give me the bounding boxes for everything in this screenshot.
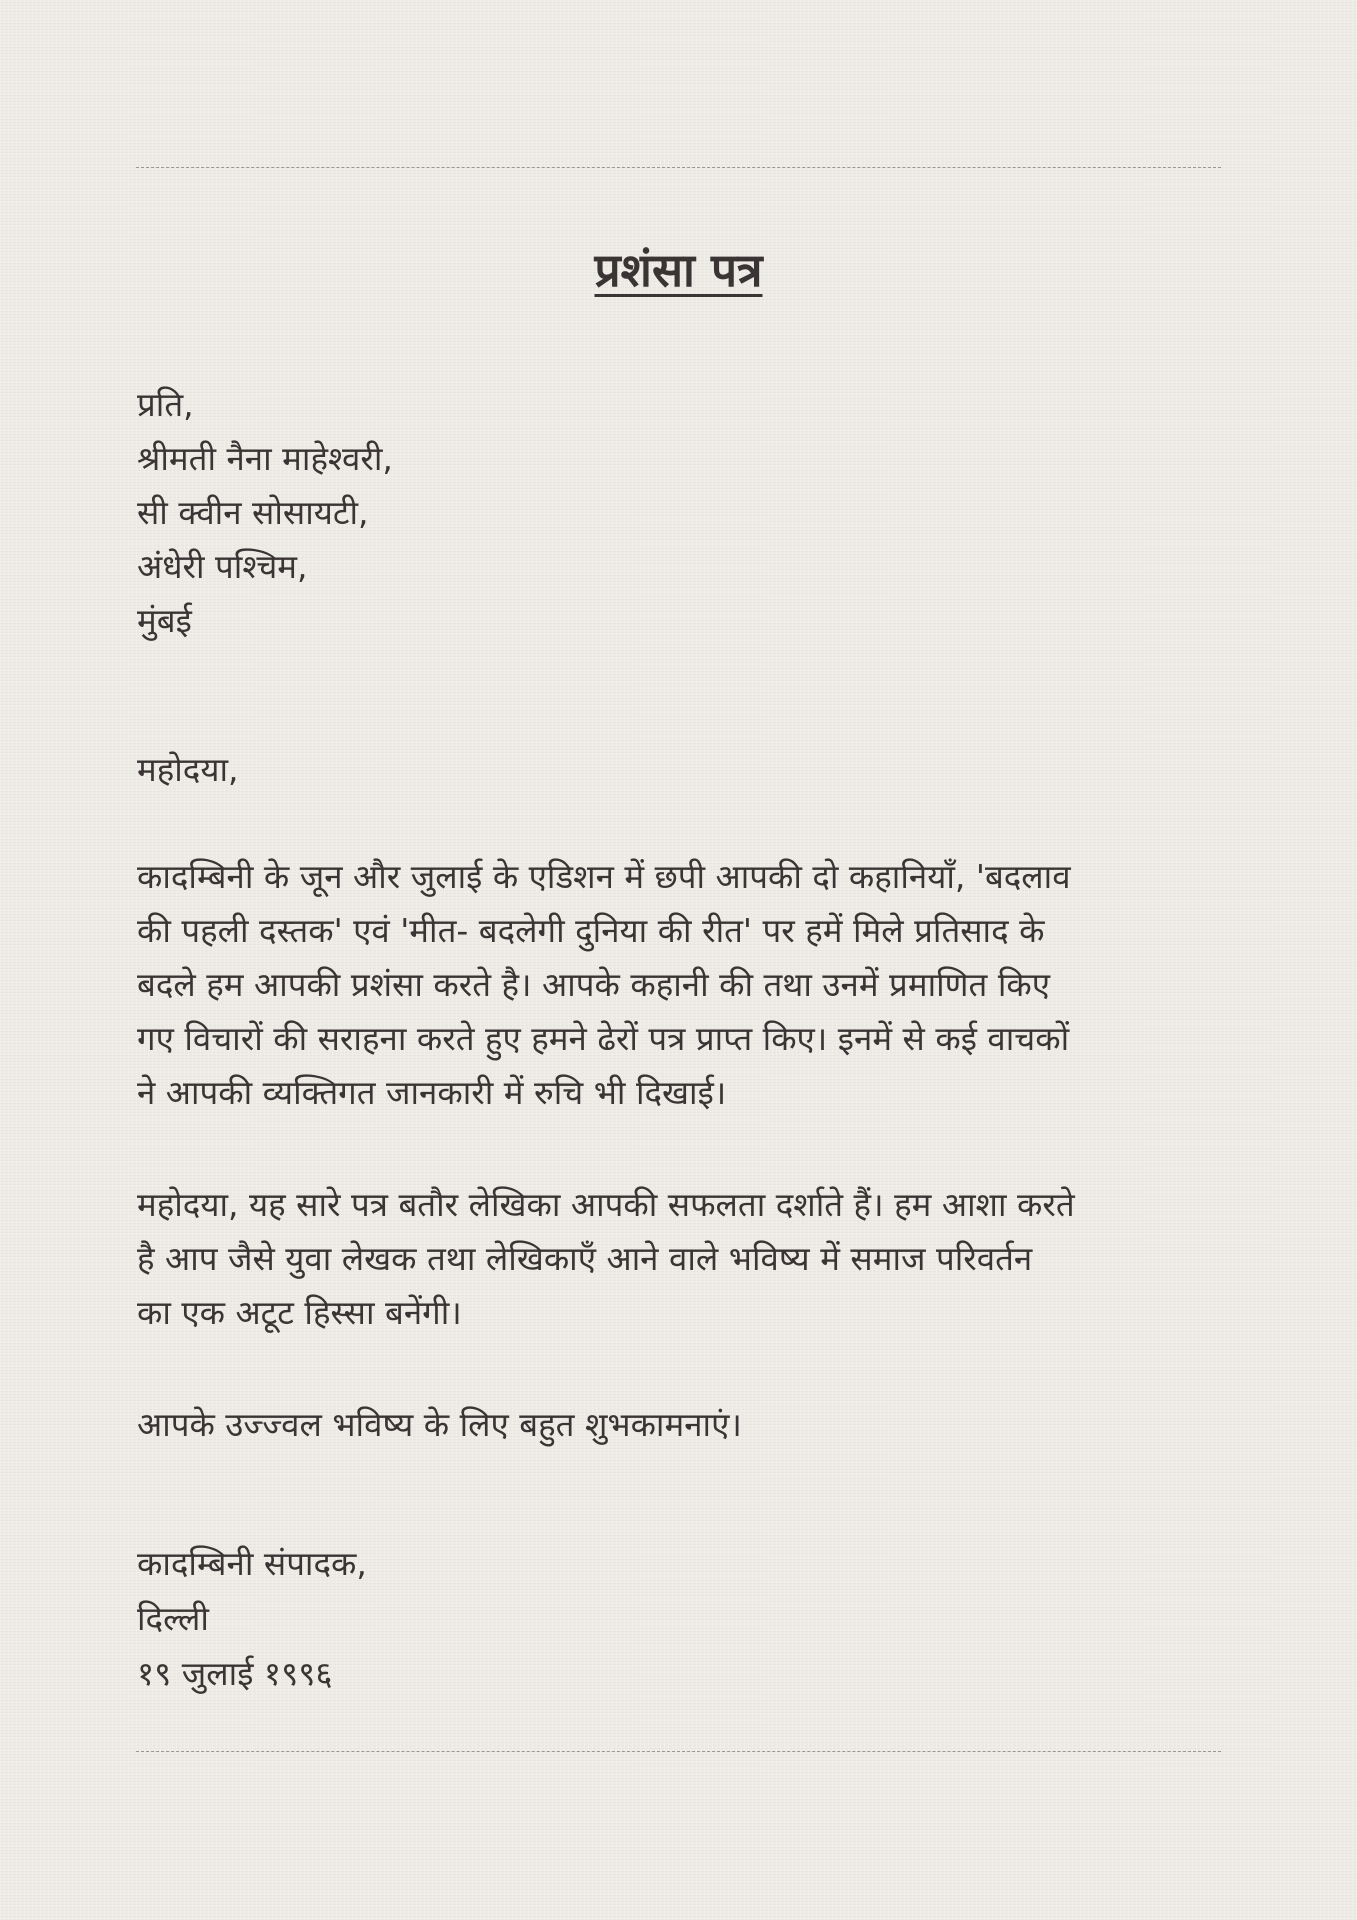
paragraph-line: बदले हम आपकी प्रशंसा करते है। आपके कहानी की तथा उनमें प्रमाणित किए: [137, 965, 1050, 1004]
paragraph-line: कादम्बिनी के जून और जुलाई के एडिशन में छपी आपकी दो कहानियाँ, 'बदलाव: [137, 857, 1071, 896]
address-line: प्रति,: [137, 385, 194, 424]
signoff-line: कादम्बिनी संपादक,: [137, 1544, 367, 1583]
paragraph-line: गए विचारों की सराहना करते हुए हमने ढेरों पत्र प्राप्त किए। इनमें से कई वाचकों: [137, 1019, 1070, 1058]
address-line: मुंबई: [137, 601, 192, 640]
paragraph-line: की पहली दस्तक' एवं 'मीत- बदलेगी दुनिया की रीत' पर हमें मिले प्रतिसाद के: [137, 911, 1045, 950]
bottom-divider: [136, 1751, 1221, 1752]
signoff-date: १९ जुलाई १९९६: [137, 1654, 333, 1693]
paragraph-line: ने आपकी व्यक्तिगत जानकारी में रुचि भी दिखाई।: [137, 1073, 727, 1112]
paragraph-line: का एक अटूट हिस्सा बनेंगी।: [137, 1293, 462, 1332]
signoff-block: [137, 1536, 367, 1701]
body-paragraph-2: [137, 1178, 1227, 1340]
recipient-address: [137, 378, 393, 648]
address-line: सी क्वीन सोसायटी,: [137, 493, 369, 532]
address-line: अंधेरी पश्चिम,: [137, 547, 308, 586]
address-line: श्रीमती नैना माहेश्वरी,: [137, 439, 393, 478]
signoff-line: दिल्ली: [137, 1599, 209, 1638]
body-paragraph-3: [137, 1398, 1227, 1452]
letter-title: प्रशंसा पत्र: [594, 243, 763, 297]
salutation: महोदया,: [137, 750, 239, 789]
paragraph-line: है आप जैसे युवा लेखक तथा लेखिकाएँ आने वाले भविष्य में समाज परिवर्तन: [137, 1239, 1033, 1278]
paragraph-line: आपके उज्ज्वल भविष्य के लिए बहुत शुभकामनाएं।: [137, 1405, 742, 1444]
body-paragraph-1: [137, 850, 1227, 1120]
top-divider: [136, 167, 1221, 168]
paragraph-line: महोदया, यह सारे पत्र बतौर लेखिका आपकी सफलता दर्शाते हैं। हम आशा करते: [137, 1185, 1075, 1224]
